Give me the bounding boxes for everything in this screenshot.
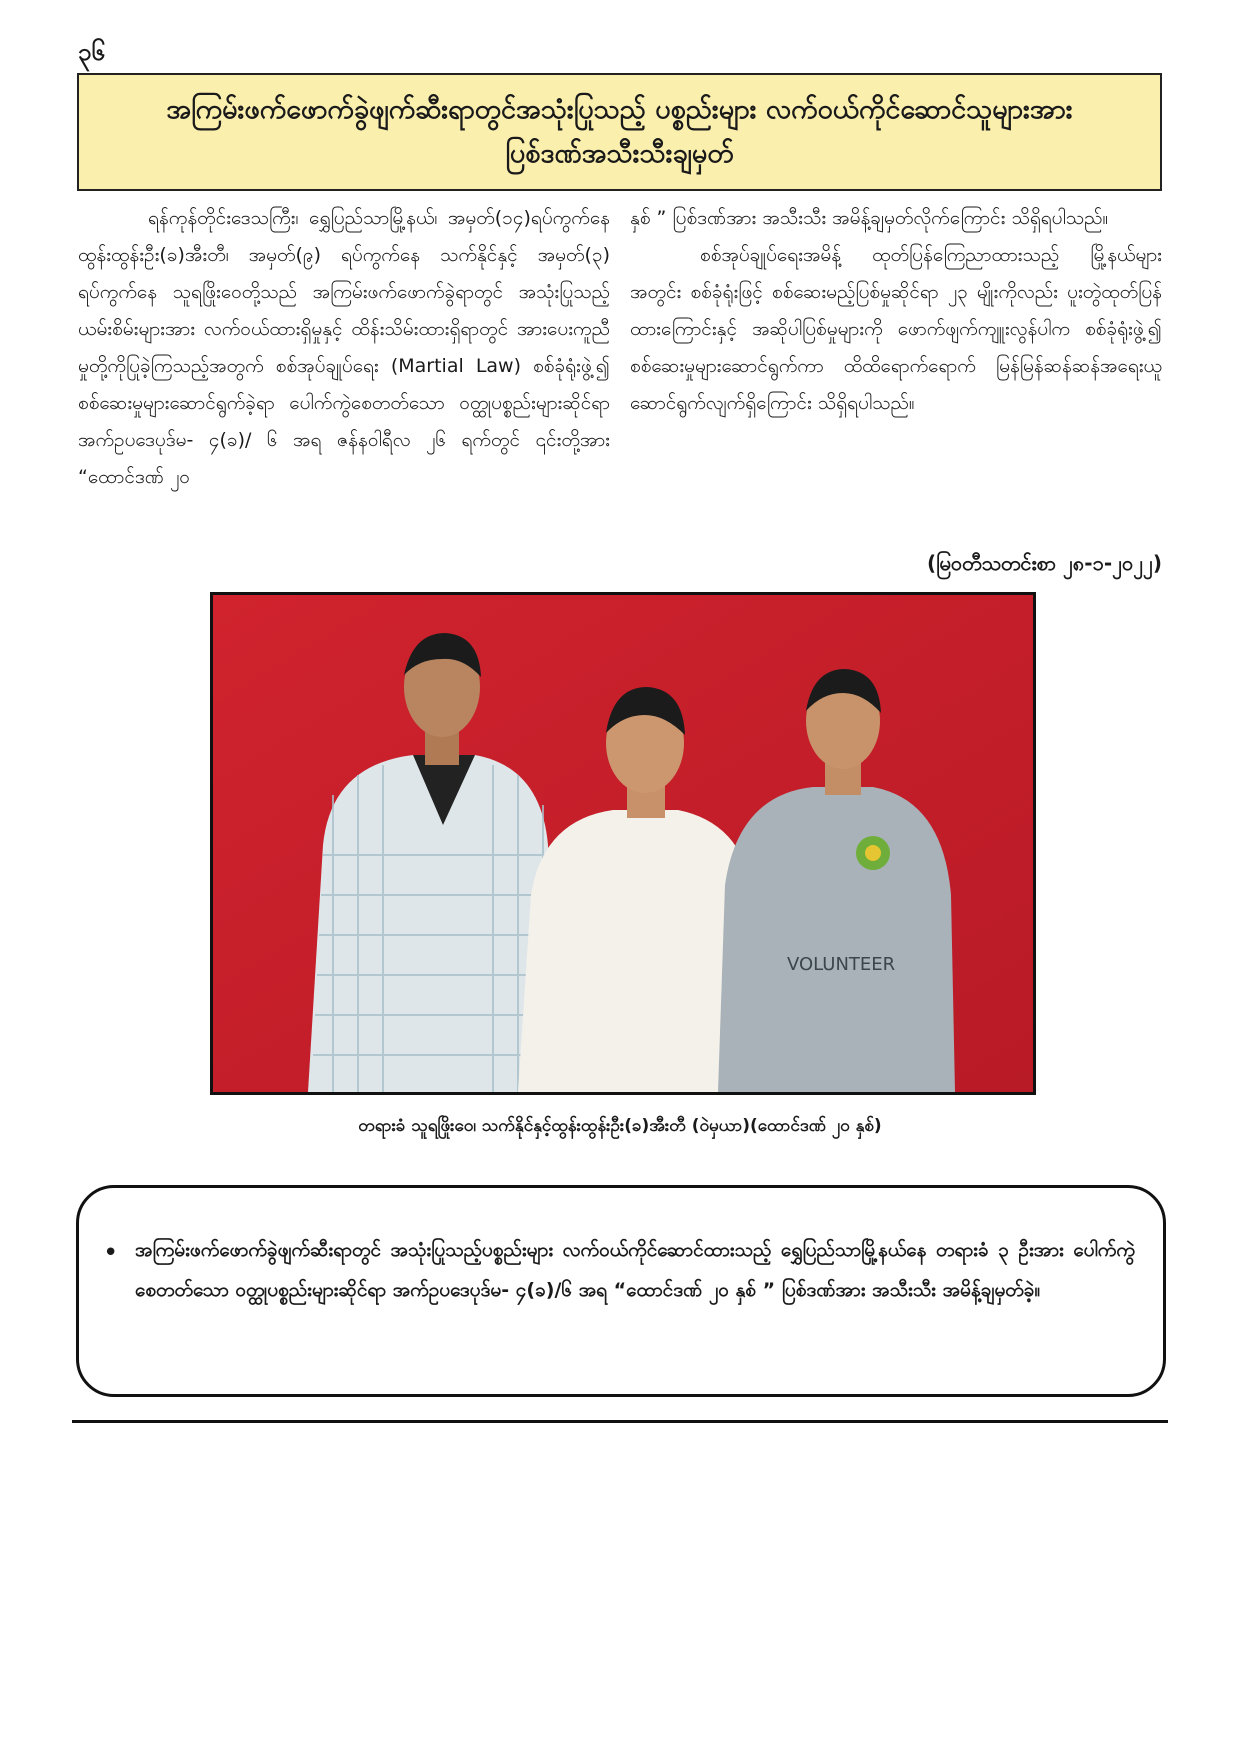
- article-paragraph: ရန်ကုန်တိုင်းဒေသကြီး၊ ရွှေပြည်သာမြို့နယ်၊ အမှတ်(၁၄)ရပ်ကွက်နေ ထွန်းထွန်းဦး(ခ)အီးတီ၊ အမှတ်(၉) ရပ်ကွက်နေ သက်နိုင်နှင့် အမှတ်(၃) ရပ်ကွက်နေ သူရဖြိုးဝေတို့သည် အကြမ်းဖက်ဖောက်ခွဲရာတွင် အသုံးပြုသည့် ယမ်းစိမ်းများအား လက်ဝယ်ထားရှိမှုနှင့် ထိန်းသိမ်းထားရှိရာတွင် အားပေးကူညီမှုတို့ကိုပြုခဲ့ကြသည့်အတွက် စစ်အုပ်ချုပ်ရေး (Martial Law) စစ်ခုံရုံးဖွဲ့၍ စစ်ဆေးမှုများဆောင်ရွက်ခဲ့ရာ ပေါက်ကွဲစေတတ်သော ဝတ္ထုပစ္စည်းများဆိုင်ရာ အက်ဥပဒေပုဒ်မ- ၄(ခ)/ ၆ အရ ဇန်နဝါရီလ ၂၆ ရက်တွင် ၎င်းတို့အား “ထောင်ဒဏ် ၂၀: [78, 207, 610, 488]
- photo-caption: တရားခံ သူရဖြိုးဝေ၊ သက်နိုင်နှင့်ထွန်းထွန်းဦး(ခ)အီးတီ (ဝဲမှယာ)(ထောင်ဒဏ် ၂၀ နှစ်): [358, 1116, 882, 1136]
- article-title-box: [77, 73, 1162, 191]
- page-number: ၃၆: [78, 38, 105, 66]
- summary-box: [76, 1185, 1166, 1397]
- shirt-text: VOLUNTEER: [787, 954, 896, 975]
- bullet-icon: •: [103, 1238, 119, 1268]
- article-source: (မြဝတီသတင်းစာ ၂၈-၁-၂၀၂၂): [926, 551, 1162, 575]
- bottom-divider: [72, 1420, 1168, 1423]
- summary-text: အကြမ်းဖက်ဖောက်ခွဲဖျက်ဆီးရာတွင် အသုံးပြုသည့်ပစ္စည်းများ လက်ဝယ်ကိုင်ဆောင်ထားသည့် ရွှေပြည်သာမြို့နယ်နေ တရားခံ ၃ ဦးအား ပေါက်ကွဲစေတတ်သော ဝတ္ထုပစ္စည်းများဆိုင်ရာ အက်ဥပဒေပုဒ်မ- ၄(ခ)/၆ အရ “ထောင်ဒဏ် ၂၀ နှစ် ” ပြစ်ဒဏ်အား အသီးသီး အမိန့်ချမှတ်ခဲ့။: [135, 1239, 1135, 1301]
- photo-illustration: [213, 595, 1033, 1092]
- article-title-line-2: ပြစ်ဒဏ်အသီးသီးချမှတ်: [505, 138, 734, 169]
- article-paragraph: စစ်အုပ်ချုပ်ရေးအမိန့် ထုတ်ပြန်ကြေညာထားသည့် မြို့နယ်များအတွင်း စစ်ခုံရုံးဖြင့် စစ်ဆေးမည့်ပြစ်မှုဆိုင်ရာ ၂၃ မျိုးကိုလည်း ပူးတွဲထုတ်ပြန်ထားကြောင်းနှင့် အဆိုပါပြစ်မှုများကို ဖောက်ဖျက်ကျူးလွန်ပါက စစ်ခုံရုံးဖွဲ့၍ စစ်ဆေးမှုများဆောင်ရွက်ကာ ထိထိရောက်ရောက် မြန်မြန်ဆန်ဆန်အရေးယူဆောင်ရွက်လျက်ရှိကြောင်း သိရှိရပါသည်။: [630, 244, 1162, 414]
- article-column-right: [630, 200, 1162, 422]
- article-title-line-1: အကြမ်းဖက်ဖောက်ခွဲဖျက်ဆီးရာတွင်အသုံးပြုသည့် ပစ္စည်းများ လက်ဝယ်ကိုင်ဆောင်သူများအား: [166, 94, 1073, 125]
- article-paragraph: နှစ် ” ပြစ်ဒဏ်အား အသီးသီး အမိန့်ချမှတ်လိုက်ကြောင်း သိရှိရပါသည်။: [630, 207, 1109, 229]
- article-column-left: [78, 200, 610, 496]
- defendants-photo: [210, 592, 1036, 1095]
